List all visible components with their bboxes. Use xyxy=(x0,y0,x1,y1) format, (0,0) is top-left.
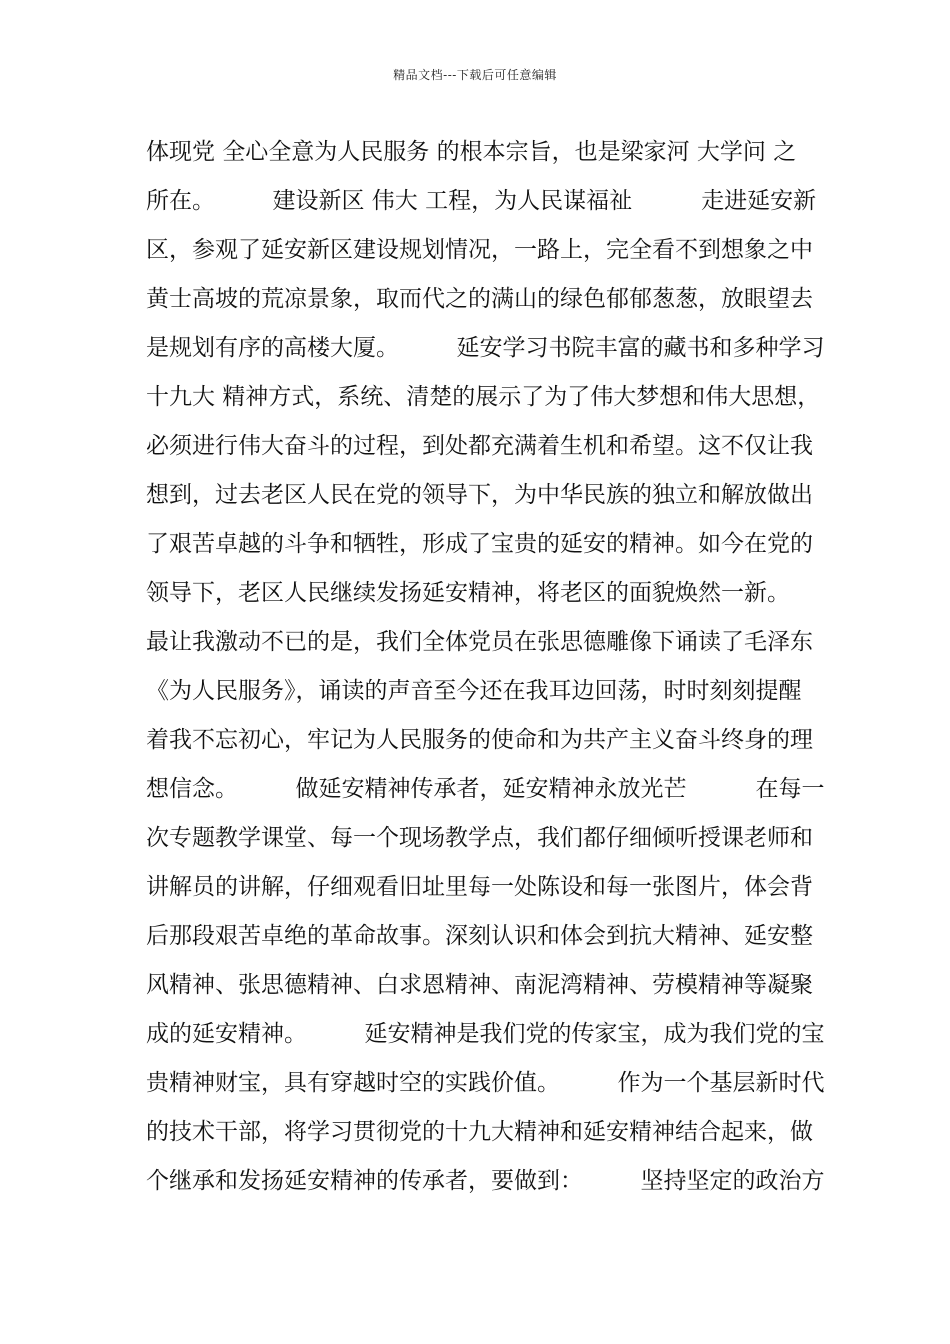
text-line: 个继承和发扬延安精神的传承者，要做到： 坚持坚定的政治方 xyxy=(146,1168,825,1194)
text-line: 的技术干部，将学习贯彻党的十九大精神和延安精神结合起来，做 xyxy=(146,1119,813,1145)
text-line: 了艰苦卓越的斗争和牺牲，形成了宝贵的延安的精神。如今在党的 xyxy=(146,531,813,557)
text-line: 是规划有序的高楼大厦。 延安学习书院丰富的藏书和多种学习 xyxy=(146,335,825,361)
text-line: 后那段艰苦卓绝的革命故事。深刻认识和体会到抗大精神、延安整 xyxy=(146,923,813,949)
text-line: 次专题教学课堂、每一个现场教学点，我们都仔细倾听授课老师和 xyxy=(146,825,813,851)
text-line: 着我不忘初心，牢记为人民服务的使命和为共产主义奋斗终身的理 xyxy=(146,727,813,753)
text-line: 《为人民服务》，诵读的声音至今还在我耳边回荡，时时刻刻提醒 xyxy=(146,678,802,704)
text-line: 讲解员的讲解，仔细观看旧址里每一处陈设和每一张图片，体会背 xyxy=(146,874,813,900)
body-text xyxy=(146,128,825,1206)
text-line: 所在。 建设新区 伟大 工程，为人民谋福祉 走进延安新 xyxy=(146,188,817,214)
text-line: 贵精神财宝，具有穿越时空的实践价值。 作为一个基层新时代 xyxy=(146,1070,825,1096)
text-line: 风精神、张思德精神、白求恩精神、南泥湾精神、劳模精神等凝聚 xyxy=(146,972,813,998)
page-header: 精品文档---下载后可任意编辑 xyxy=(393,68,557,82)
text-line: 十九大 精神方式，系统、清楚的展示了为了伟大梦想和伟大思想， xyxy=(146,384,821,410)
text-line: 成的延安精神。 延安精神是我们党的传家宝，成为我们党的宝 xyxy=(146,1021,825,1047)
text-line: 体现党 全心全意为人民服务 的根本宗旨，也是梁家河 大学问 之 xyxy=(146,139,797,165)
text-line: 黄士高坡的荒凉景象，取而代之的满山的绿色郁郁葱葱，放眼望去 xyxy=(146,286,813,312)
text-line: 最让我激动不已的是，我们全体党员在张思德雕像下诵读了毛泽东 xyxy=(146,629,813,655)
text-line: 领导下，老区人民继续发扬延安精神，将老区的面貌焕然一新。 xyxy=(146,580,790,606)
text-line: 想到，过去老区人民在党的领导下，为中华民族的独立和解放做出 xyxy=(146,482,813,508)
text-line: 必须进行伟大奋斗的过程，到处都充满着生机和希望。这不仅让我 xyxy=(146,433,813,459)
text-line: 区，参观了延安新区建设规划情况，一路上，完全看不到想象之中 xyxy=(146,237,813,263)
text-line: 想信念。 做延安精神传承者，延安精神永放光芒 在每一 xyxy=(146,776,825,802)
